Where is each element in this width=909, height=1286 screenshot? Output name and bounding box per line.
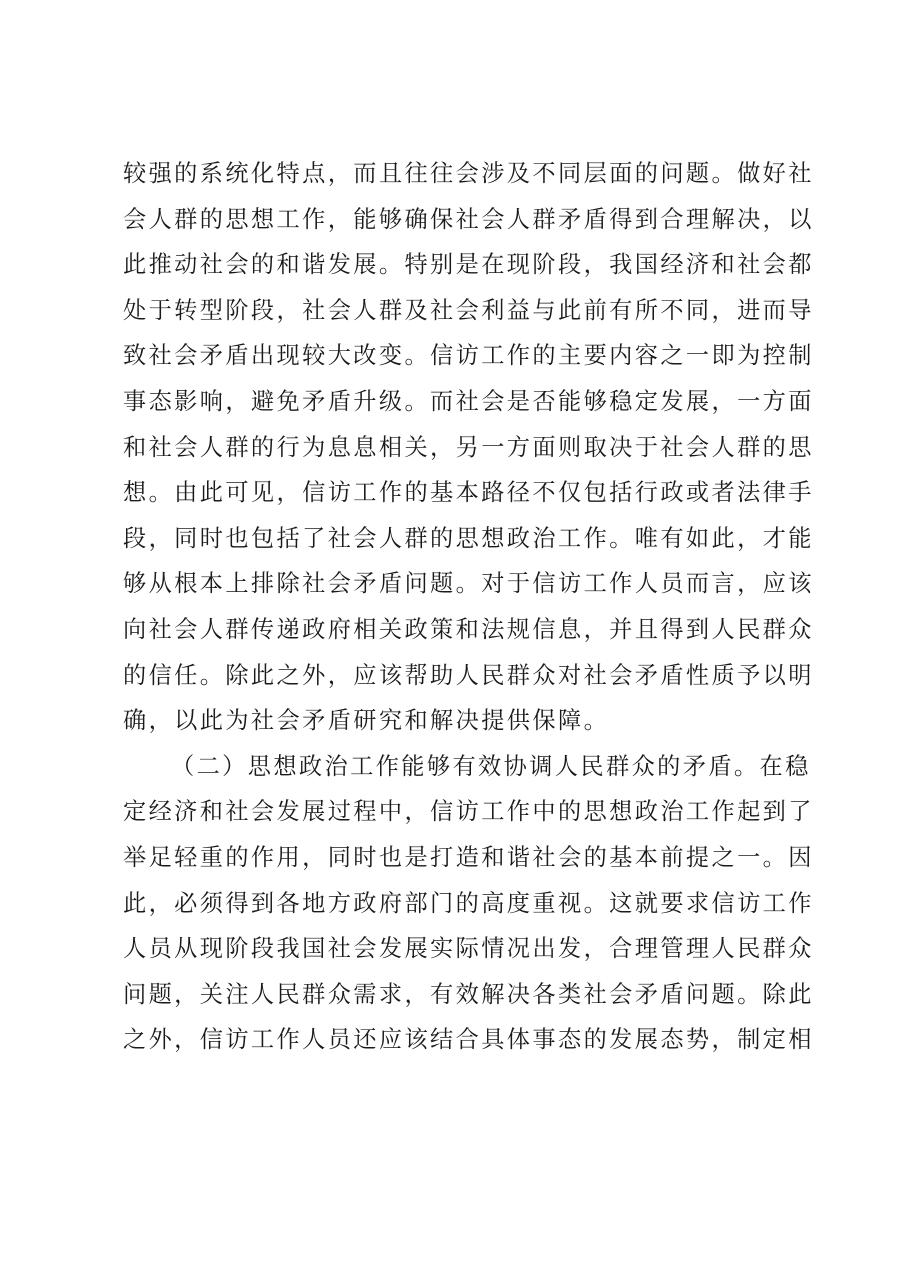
text-line: 和社会人群的行为息息相关，另一方面则取决于社会人群的思 [123, 433, 814, 461]
text-line: 之外，信访工作人员还应该结合具体事态的发展态势，制定相 [123, 1026, 814, 1054]
text-line: 想。由此可见，信访工作的基本路径不仅包括行政或者法律手 [123, 479, 814, 507]
text-line: 处于转型阶段，社会人群及社会利益与此前有所不同，进而导 [123, 296, 814, 324]
text-line: 致社会矛盾出现较大改变。信访工作的主要内容之一即为控制 [123, 342, 814, 370]
document-body [123, 151, 814, 1063]
text-line: 够从根本上排除社会矛盾问题。对于信访工作人员而言，应该 [123, 570, 814, 598]
text-line: 事态影响，避免矛盾升级。而社会是否能够稳定发展，一方面 [123, 387, 814, 415]
text-line: 会人群的思想工作，能够确保社会人群矛盾得到合理解决，以 [123, 205, 814, 233]
text-line: 较强的系统化特点，而且往往会涉及不同层面的问题。做好社 [123, 160, 814, 187]
text-line: 举足轻重的作用，同时也是打造和谐社会的基本前提之一。因 [123, 843, 814, 871]
section-heading-line: （二）思想政治工作能够有效协调人民群众的矛盾。在稳 [171, 752, 811, 780]
text-line: 此，必须得到各地方政府部门的高度重视。这就要求信访工作 [123, 889, 814, 917]
text-line: 向社会人群传递政府相关政策和法规信息，并且得到人民群众 [123, 615, 814, 643]
text-line: 确，以此为社会矛盾研究和解决提供保障。 [123, 707, 610, 735]
text-line: 人员从现阶段我国社会发展实际情况出发，合理管理人民群众 [123, 935, 814, 963]
text-line: 此推动社会的和谐发展。特别是在现阶段，我国经济和社会都 [123, 251, 814, 279]
text-line: 问题，关注人民群众需求，有效解决各类社会矛盾问题。除此 [123, 980, 814, 1008]
text-line: 段，同时也包括了社会人群的思想政治工作。唯有如此，才能 [123, 524, 814, 552]
text-line: 的信任。除此之外，应该帮助人民群众对社会矛盾性质予以明 [123, 661, 814, 689]
text-line: 定经济和社会发展过程中，信访工作中的思想政治工作起到了 [123, 798, 814, 826]
